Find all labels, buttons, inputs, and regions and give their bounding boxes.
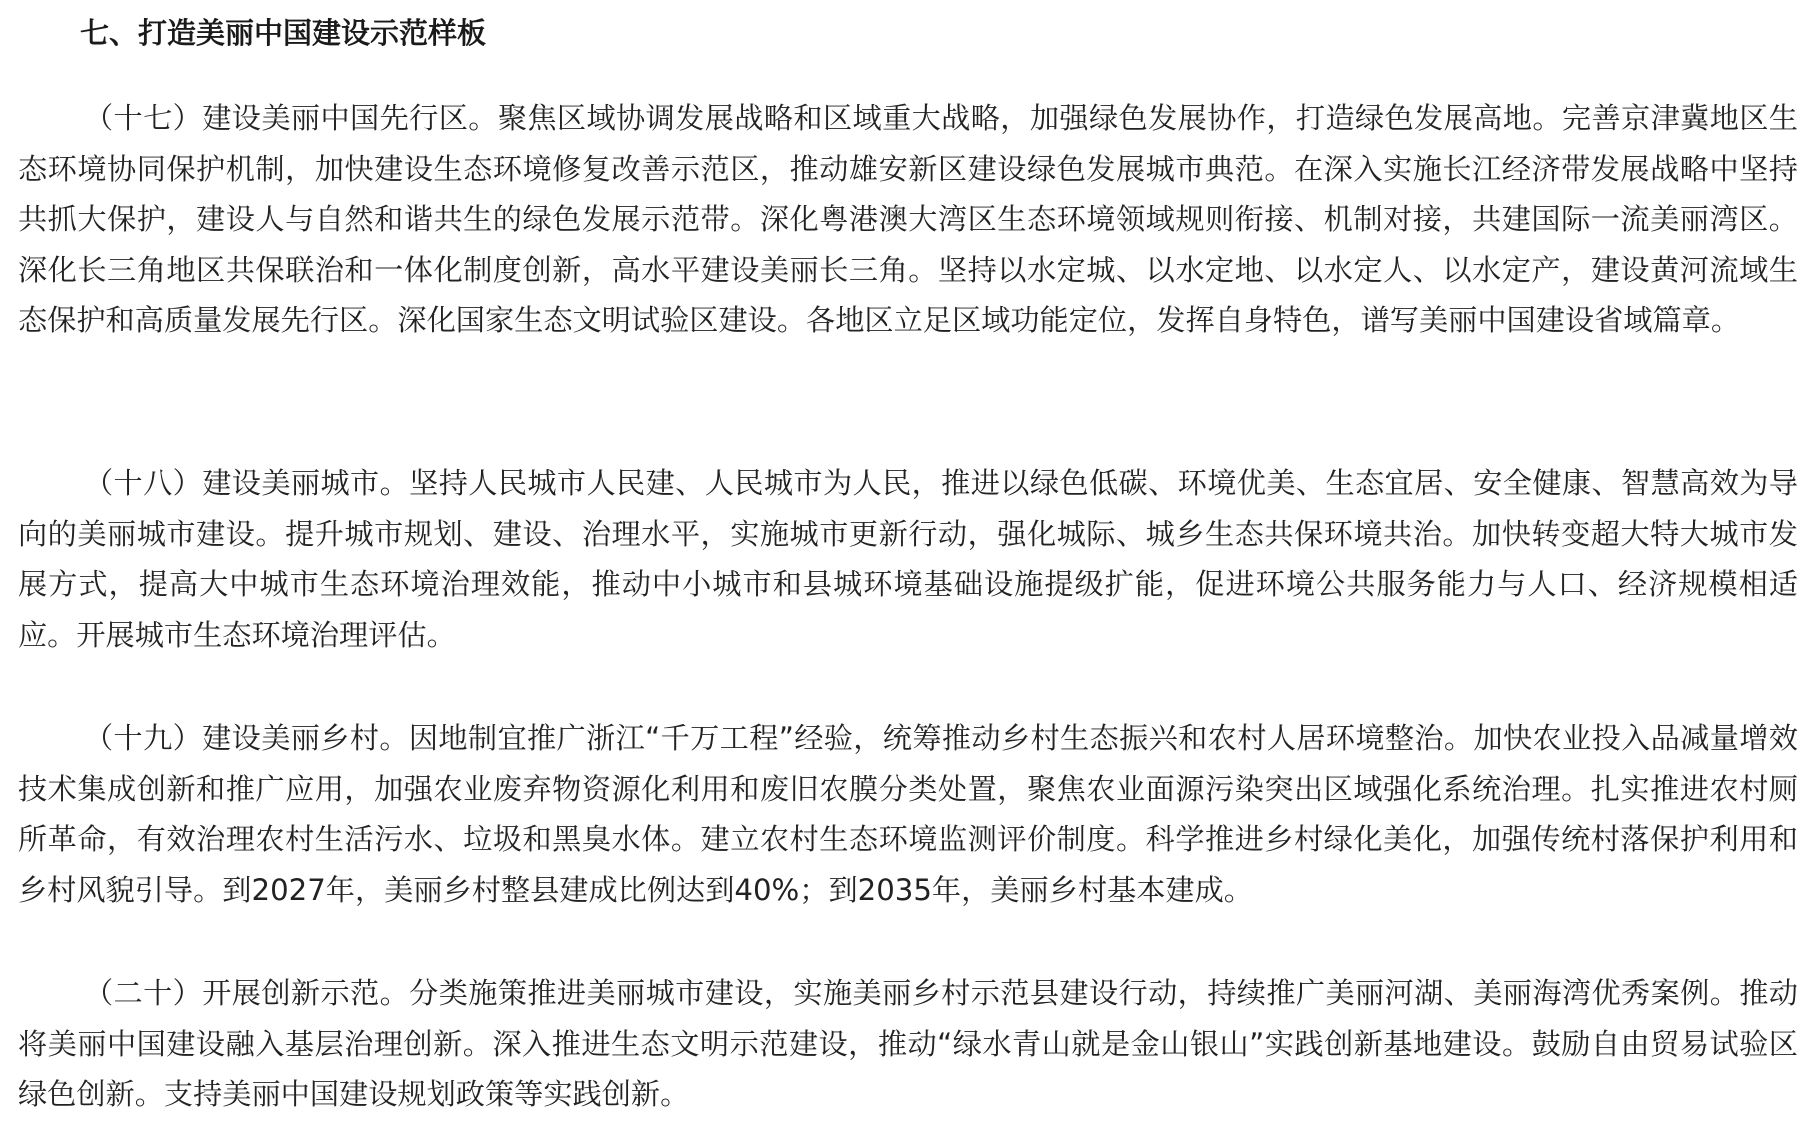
paragraph-17-beautiful-china-pilot-zone: （十七）建设美丽中国先行区。聚焦区域协调发展战略和区域重大战略，加强绿色发展协作，打造绿色发展高地。完善京津冀地区生态环境协同保护机制，加快建设生态环境修复改善示范区，推动雄安新区建设绿色发展城市典范。在深入实施长江经济带发展战略中坚持共抓大保护，建设人与自然和谐共生的绿色发展示范带。深化粤港澳大湾区生态环境领域规则衔接、机制对接，共建国际一流美丽湾区。深化长三角地区共保联治和一体化制度创新，高水平建设美丽长三角。坚持以水定城、以水定地、以水定人、以水定产，建设黄河流域生态保护和高质量发展先行区。深化国家生态文明试验区建设。各地区立足区域功能定位，发挥自身特色，谱写美丽中国建设省域篇章。 [18, 101, 1798, 337]
paragraph-20-innovation-demonstration: （二十）开展创新示范。分类施策推进美丽城市建设，实施美丽乡村示范县建设行动，持续推广美丽河湖、美丽海湾优秀案例。推动将美丽中国建设融入基层治理创新。深入推进生态文明示范建设，推动“绿水青山就是金山银山”实践创新基地建设。鼓励自由贸易试验区绿色创新。支持美丽中国建设规划政策等实践创新。 [18, 976, 1798, 1111]
paragraph-19-beautiful-villages: （十九）建设美丽乡村。因地制宜推广浙江“千万工程”经验，统筹推动乡村生态振兴和农村人居环境整治。加快农业投入品减量增效技术集成创新和推广应用，加强农业废弃物资源化利用和废旧农膜分类处置，聚焦农业面源污染突出区域强化系统治理。扎实推进农村厕所革命，有效治理农村生活污水、垃圾和黑臭水体。建立农村生态环境监测评价制度。科学推进乡村绿化美化，加强传统村落保护利用和乡村风貌引导。到2027年，美丽乡村整县建成比例达到40%；到2035年，美丽乡村基本建成。 [18, 721, 1798, 907]
paragraph-18-beautiful-cities: （十八）建设美丽城市。坚持人民城市人民建、人民城市为人民，推进以绿色低碳、环境优美、生态宜居、安全健康、智慧高效为导向的美丽城市建设。提升城市规划、建设、治理水平，实施城市更新行动，强化城际、城乡生态共保环境共治。加快转变超大特大城市发展方式，提高大中城市生态环境治理效能，推动中小城市和县城环境基础设施提级扩能，促进环境公共服务能力与人口、经济规模相适应。开展城市生态环境治理评估。 [18, 466, 1798, 652]
section-heading: 七、打造美丽中国建设示范样板 [80, 16, 487, 50]
